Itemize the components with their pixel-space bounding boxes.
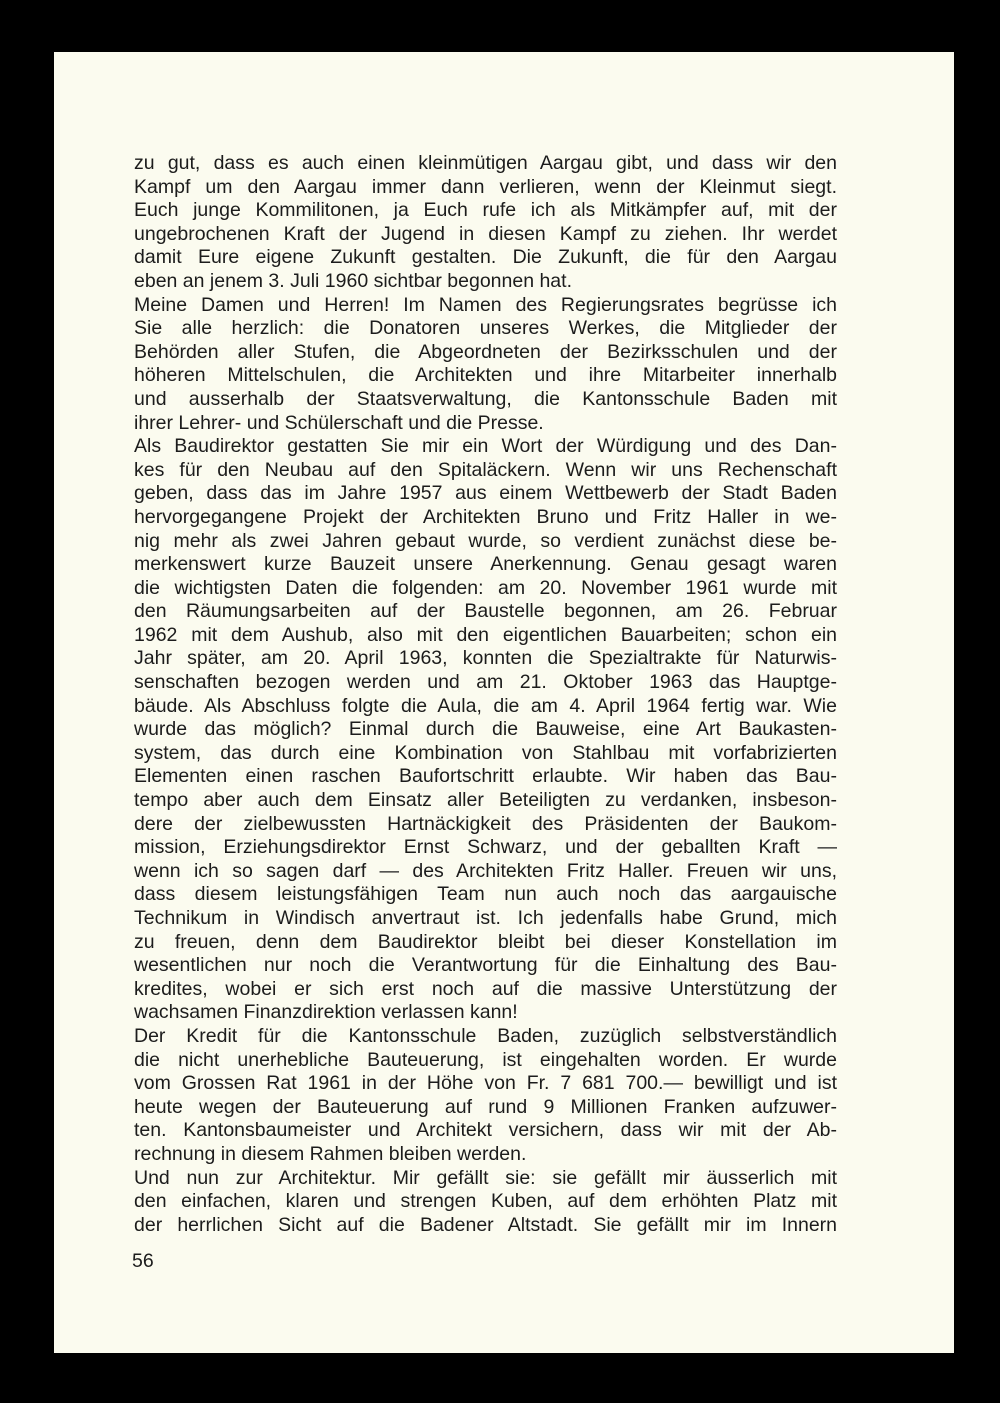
text-line: damit Eure eigene Zukunft gestalten. Die Zukunft, die für den Aargau [134,246,837,269]
text-line: vom Grossen Rat 1961 in der Höhe von Fr. 7 681 700.— bewilligt und ist [134,1072,837,1095]
text-line: heute wegen der Bauteuerung auf rund 9 Millionen Franken aufzuwer- [134,1095,837,1118]
text-line: zu gut, dass es auch einen kleinmütigen Aargau gibt, und dass wir den [134,152,837,174]
text-line: tempo aber auch dem Einsatz aller Beteiligten zu verdanken, insbeson- [134,789,837,812]
text-line: merkenswert kurze Bauzeit unsere Anerkennung. Genau gesagt waren [134,553,837,576]
page-number: 56 [132,1250,154,1272]
text-line: kes für den Neubau auf den Spitaläckern. Wenn wir uns Rechenschaft [134,458,837,481]
text-line: ihrer Lehrer- und Schülerschaft und die Presse. [134,411,544,434]
text-line: nig mehr als zwei Jahren gebaut wurde, so verdient zunächst diese be- [134,529,837,552]
text-line: Euch junge Kommilitonen, ja Euch rufe ich als Mitkämpfer auf, mit der [134,199,837,222]
document-page [54,52,954,1353]
text-line: den Räumungsarbeiten auf der Baustelle begonnen, am 26. Februar [134,600,837,623]
text-line: wachsamen Finanzdirektion verlassen kann! [134,1001,518,1024]
text-line: rechnung in diesem Rahmen bleiben werden. [134,1142,527,1165]
text-line: höheren Mittelschulen, die Architekten und ihre Mitarbeiter innerhalb [134,364,837,387]
text-line: mission, Erziehungsdirektor Ernst Schwarz, und der geballten Kraft — [134,836,837,859]
body-text [134,152,837,1237]
text-line: Als Baudirektor gestatten Sie mir ein Wort der Würdigung und des Dan- [134,435,837,458]
text-line: der herrlichen Sicht auf die Badener Altstadt. Sie gefällt mir im Innern [134,1213,837,1236]
text-line: Jahr später, am 20. April 1963, konnten die Spezialtrakte für Naturwis- [134,647,837,670]
text-line: wurde das möglich? Einmal durch die Bauweise, eine Art Baukasten- [134,718,837,741]
text-line: Elementen einen raschen Baufortschritt erlaubte. Wir haben das Bau- [134,765,837,788]
text-line: dere der zielbewussten Hartnäckigkeit des Präsidenten der Baukom- [134,812,837,835]
text-line: und ausserhalb der Staatsverwaltung, die Kantonsschule Baden mit [134,387,837,410]
text-line: Und nun zur Architektur. Mir gefällt sie: sie gefällt mir äusserlich mit [134,1166,837,1189]
text-line: zu freuen, denn dem Baudirektor bleibt bei dieser Konstellation im [134,930,837,953]
text-line: geben, dass das im Jahre 1957 aus einem Wettbewerb der Stadt Baden [134,482,837,505]
text-line: 1962 mit dem Aushub, also mit den eigentlichen Bauarbeiten; schon ein [134,623,837,646]
text-line: Sie alle herzlich: die Donatoren unseres Werkes, die Mitglieder der [134,317,837,340]
text-line: system, das durch eine Kombination von Stahlbau mit vorfabrizierten [134,741,837,764]
text-line: die wichtigsten Daten die folgenden: am 20. November 1961 wurde mit [134,576,837,599]
text-line: Der Kredit für die Kantonsschule Baden, zuzüglich selbstverständlich [134,1024,837,1047]
text-line: eben an jenem 3. Juli 1960 sichtbar begonnen hat. [134,269,572,292]
text-line: wenn ich so sagen darf — des Architekten Fritz Haller. Freuen wir uns, [134,859,837,882]
text-line: Meine Damen und Herren! Im Namen des Regierungsrates begrüsse ich [134,293,837,316]
text-line: bäude. Als Abschluss folgte die Aula, die am 4. April 1964 fertig war. Wie [134,694,837,717]
text-line: dass diesem leistungsfähigen Team nun auch noch das aargauische [134,883,837,906]
text-line: Technikum in Windisch anvertraut ist. Ich jedenfalls habe Grund, mich [134,907,837,929]
text-line: den einfachen, klaren und strengen Kuben, auf dem erhöhten Platz mit [134,1190,837,1213]
text-line: Kampf um den Aargau immer dann verlieren, wenn der Kleinmut siegt. [134,175,837,198]
text-line: ten. Kantonsbaumeister und Architekt versichern, dass wir mit der Ab- [134,1119,837,1142]
text-line: senschaften bezogen werden und am 21. Oktober 1963 das Hauptge- [134,671,837,694]
text-line: kredites, wobei er sich erst noch auf die massive Unterstützung der [134,977,837,1000]
text-line: wesentlichen nur noch die Verantwortung für die Einhaltung des Bau- [134,954,837,977]
text-line: ungebrochenen Kraft der Jugend in diesen Kampf zu ziehen. Ihr werdet [134,222,837,245]
text-line: hervorgegangene Projekt der Architekten Bruno und Fritz Haller in we- [134,505,837,528]
text-line: Behörden aller Stufen, die Abgeordneten der Bezirksschulen und der [134,340,837,363]
text-line: die nicht unerhebliche Bauteuerung, ist eingehalten worden. Er wurde [134,1048,837,1071]
